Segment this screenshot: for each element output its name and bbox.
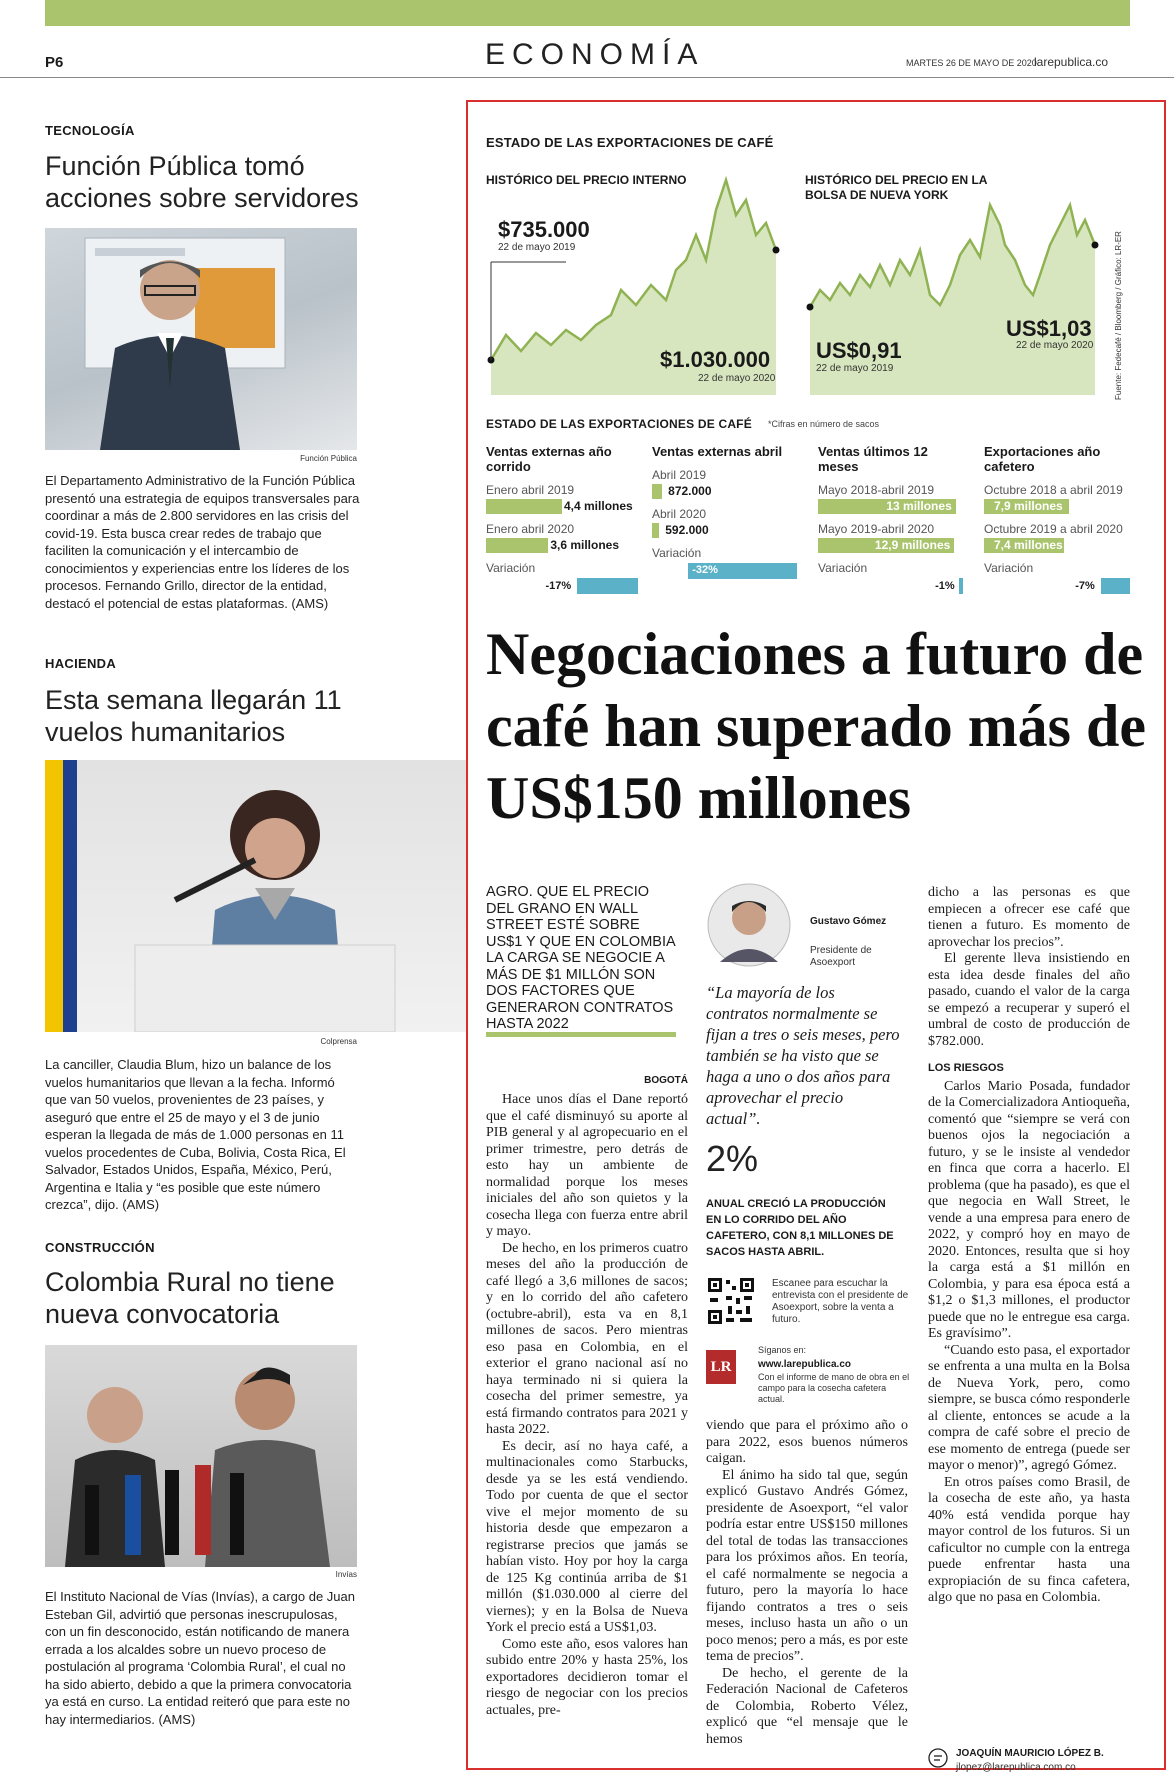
chart-left-end-value: $1.030.000: [660, 347, 771, 372]
paragraph: Carlos Mario Posada, fundador de la Comercializadora Antioqueña, comentó que “siempre se verá con buenos ojos la negociación a futuro, y se le insiste al vendedor en finca que corra a hacerlo. El problema (que ha pasado), es que el que negocia en Wall Street, le vende a una empresa para enero de 2022, y compró hoy en mayo de 2020. Entonces, resulta que si hoy la carga está a $1 millón en Colombia, y para esa época está a $1,2 o $1,3 millones, el productor puede que no le entregue esa carga. Es gravísimo”.: [928, 1078, 1130, 1341]
stat-description: ANUAL CRECIÓ LA PRODUCCIÓN EN LO CORRIDO DEL AÑO CAFETERO, CON 8,1 MILLONES DE SACOS HASTA ABRIL.: [706, 1198, 894, 1258]
export-column: [984, 444, 1130, 594]
lr-logo-icon: LR: [706, 1350, 736, 1384]
issue-date: MARTES 26 DE MAYO DE 2020: [906, 58, 1037, 68]
graphic-source: Fuente: Fedecafé / Bloomberg / Gráfico: LR-ER: [1114, 231, 1123, 400]
row1-value: 872.000: [668, 484, 712, 498]
chart-right-start-value: US$0,91: [816, 338, 902, 363]
graphic-title: ESTADO DE LAS EXPORTACIONES DE CAFÉ: [486, 135, 774, 150]
chart-left-start-value: $735.000: [498, 217, 590, 242]
brief-text: El Departamento Administrativo de la Función Pública presentó una estrategia de equipos transversales para coordinar a más de 2.800 servidores en las crisis del covid-19. Esta busca crear redes de trabajo que faciliten la comunicación y el intercambio de conocimientos y experiencias entre los líderes de los procesos. Fernando Grillo, director de la entidad, destacó el potencial de estas plataformas. (AMS): [45, 473, 360, 611]
page-number: P6: [45, 54, 64, 71]
variation-bar: [688, 563, 797, 579]
brief-title: Esta semana llegarán 11 vuelos humanitarios: [45, 685, 342, 747]
export-column: [486, 444, 638, 594]
chart-left-subtitle: HISTÓRICO DEL PRECIO INTERNO: [486, 173, 687, 187]
variation-value: -1%: [935, 580, 955, 592]
export-column: [818, 444, 963, 594]
photo-credit: Colprensa: [320, 1037, 357, 1046]
variation-label: Variación: [984, 561, 1034, 575]
article-headline: Negociaciones a futuro de café han superado más de US$150 millones: [486, 621, 1147, 831]
qr-caption: Escanee para escuchar la entrevista con el presidente de Asoexport, sobre la venta a futuro.: [772, 1278, 909, 1325]
follow-link[interactable]: www.larepublica.co: [758, 1359, 851, 1370]
brief-photo-official: [45, 228, 357, 450]
row2-bar: [984, 538, 1064, 553]
row1-label: Mayo 2018-abril 2019: [818, 483, 935, 497]
row1-bar: [652, 484, 662, 499]
chart-left-end-date: 22 de mayo 2020: [698, 373, 776, 384]
row1-bar: [486, 499, 562, 514]
row2-label: Enero abril 2020: [486, 522, 575, 536]
variation-label: Variación: [818, 561, 868, 575]
row1-value: 7,9 millones: [994, 499, 1063, 513]
header-rule: [0, 77, 1174, 78]
brief-photo-chancellor: [45, 760, 467, 1032]
row1-value: 13 millones: [886, 499, 952, 513]
article-col-1: [486, 1092, 688, 1719]
paragraph: Es decir, así no haya café, a multinacionales como Starbucks, desde ya se les está vendiendo. Todo por cuenta de que el sector vive el mejor momento de su historia desde que empezaron a registrarse precios que jamás se habían visto. Hoy por hoy la carga de 125 Kg continúa arriba de $1 millón ($1.030.000 al cierre del viernes); y en la Bolsa de Nueva York el precio está a US$1,03.: [486, 1438, 688, 1635]
row1-label: Enero abril 2019: [486, 483, 575, 497]
paragraph: Como este año, esos valores han subido entre 20% y hasta 25%, los exportadores decidieron tomar el riesgo de negociar con los precios actuales, pre-: [486, 1636, 688, 1718]
column-head: Ventas últimos 12 meses: [818, 444, 928, 474]
chart-right-end-value: US$1,03: [1006, 316, 1092, 341]
comment-icon: [928, 1748, 948, 1768]
author-name: JOAQUÍN MAURICIO LÓPEZ B.: [956, 1748, 1104, 1759]
row2-value: 12,9 millones: [874, 538, 951, 552]
row2-bar: [486, 538, 548, 553]
paragraph: En otros países como Brasil, de la cosecha de este año, ya hasta 40% está vendida porque hay mayor control de los futuros. Si un caficultor no cumple con la entrega puede enfrentar hasta una expropiación de su finca cafetera, algo que no pasa en Colombia.: [928, 1474, 1130, 1605]
row1-bar: [818, 499, 956, 514]
site-url[interactable]: larepublica.co: [1034, 55, 1109, 69]
row1-label: Octubre 2018 a abril 2019: [984, 483, 1123, 497]
chart-left-start-date: 22 de mayo 2019: [498, 242, 576, 253]
follow-description: Con el informe de mano de obra en el campo para la cosecha cafetera actual.: [758, 1372, 910, 1404]
stat-value: 2%: [706, 1138, 759, 1179]
qr-code-icon[interactable]: [706, 1276, 756, 1326]
profile-name: Gustavo Gómez: [810, 916, 887, 927]
brief-kicker: HACIENDA: [45, 656, 117, 671]
brief-kicker: TECNOLOGÍA: [45, 123, 135, 138]
variation-label: Variación: [652, 546, 702, 560]
article-col-2: [706, 1418, 908, 1748]
row1-label: Abril 2019: [652, 468, 707, 482]
column-head: Exportaciones año cafetero: [984, 444, 1101, 474]
section-title: ECONOMÍA: [485, 38, 705, 71]
column-head: Ventas externas año corrido: [486, 444, 612, 474]
row2-label: Abril 2020: [652, 507, 707, 521]
paragraph: De hecho, el gerente de la Federación Nacional de Cafeteros de Colombia, Roberto Vélez, explicó que “el mensaje que le hemos: [706, 1665, 908, 1747]
paragraph: viendo que para el próximo año o para 2022, esos buenos números caigan.: [706, 1418, 908, 1466]
row2-value: 3,6 millones: [550, 538, 620, 552]
variation-value: -32%: [692, 564, 718, 576]
pull-quote: “La mayoría de los contratos normalmente se fijan a tres o seis meses, pero también se ha visto que se haga a uno o dos años para aprovechar el precio actual”.: [706, 983, 900, 1128]
row1-bar: [984, 499, 1069, 514]
table-note: *Cifras en número de sacos: [768, 419, 880, 429]
column-head: Ventas externas abril: [652, 444, 783, 459]
variation-bar: [959, 578, 963, 594]
row2-value: 592.000: [665, 523, 709, 537]
row2-bar: [652, 523, 659, 538]
paragraph: Hace unos días el Dane reportó que el café disminuyó su aporte al PIB general y al agropecuario en el primer trimestre, pero detrás de esto hay un ambiente de normalidad porque los meses iniciales del año son quietos y la cosecha llega con fuerza entre abril y mayo.: [486, 1092, 688, 1239]
chart-right-end-date: 22 de mayo 2020: [1016, 340, 1094, 351]
follow-label: Síganos en:: [758, 1345, 807, 1355]
paragraph: “Cuando esto pasa, el exportador se enfrenta a una multa en la Bolsa de Nueva York, pero, como siempre, se busca cómo responderle al cliente, entonces se acude a la compra de café sobre el precio de ese momento de entrega (puede ser mayor o menor)”, agregó Gómez.: [928, 1342, 1130, 1473]
brief-text: La canciller, Claudia Blum, hizo un balance de los vuelos humanitarios que llevan a la fecha. Informó que van 50 vuelos, provenientes de 23 países, y aseguró que entre el 25 de mayo y el 3 de junio esperan la llegada de más de 1.000 personas en 11 vuelos procedentes de Cuba, Bolivia, Costa Rica, El Salvador, Estados Unidos, España, México, Perú, Argentina e Italia y “es posible que este número crezca”, dijo. (AMS): [45, 1057, 346, 1212]
variation-bar: [577, 578, 638, 594]
press-conference-icon: [45, 1345, 357, 1567]
dateline: BOGOTÁ: [644, 1075, 688, 1086]
brief-title: Colombia Rural no tiene nueva convocatoria: [45, 1267, 335, 1329]
variation-label: Variación: [486, 561, 536, 575]
photo-credit: Invías: [335, 1570, 357, 1579]
top-color-bar: [45, 0, 1130, 26]
row2-value: 7,4 millones: [994, 538, 1063, 552]
brief-title: Función Pública tomó acciones sobre servidores: [45, 151, 359, 213]
article-subhead: LOS RIESGOS: [928, 1062, 1004, 1074]
author-email[interactable]: jlopez@larepublica.com.co: [956, 1762, 1076, 1773]
table-title: ESTADO DE LAS EXPORTACIONES DE CAFÉ: [486, 417, 752, 431]
official-portrait-icon: [45, 228, 357, 450]
row2-label: Mayo 2019-abril 2020: [818, 522, 935, 536]
chart-right-start-date: 22 de mayo 2019: [816, 363, 894, 374]
chancellor-portrait-icon: [45, 760, 467, 1032]
paragraph: dicho a las personas es que empiecen a ofrecer ese café que tienen a futuro. Es momento de aprovechar los precios”.: [928, 885, 1130, 950]
row1-value: 4,4 millones: [564, 499, 633, 513]
variation-bar: [1101, 578, 1130, 594]
row2-bar: [818, 538, 954, 553]
profile-avatar: [706, 882, 792, 968]
paragraph: El gerente lleva insistiendo en esta idea desde finales del año pasado, cuando el valor de la carga se empezó a recuperar y superó el umbral de costo de producción de $782.000.: [928, 951, 1130, 1049]
lead-accent-bar: [486, 1032, 676, 1037]
brief-kicker: CONSTRUCCIÓN: [45, 1240, 155, 1255]
photo-credit: Función Pública: [300, 454, 357, 463]
profile-role: Presidente de Asoexport: [810, 945, 872, 968]
variation-value: -7%: [1075, 580, 1095, 592]
paragraph: De hecho, en los primeros cuatro meses del año la producción de café llegó a 3,6 millones de sacos; y en lo corrido del año cafetero (octubre-abril), esta va en 8,1 millones de sacos. Pero mientras eso pasa en Colombia, en el exterior el grano nacional así no haya terminado ni si quiera la cosecha del primer semestre, ya está firmando contratos para 2021 y hasta 2022.: [486, 1240, 688, 1437]
brief-text: El Instituto Nacional de Vías (Invías), a cargo de Juan Esteban Gil, advirtió que personas inescrupulosas, con un fin desconocido, están notificando de manera errada a los alcaldes sobre un nuevo proceso de postulación al programa ‘Colombia Rural’, el cual no ha sido abierto, debido a que la primera convocatoria ya está en curso. La entidad reiteró que para este no hay intermediarios. (AMS): [45, 1589, 356, 1727]
chart-right-subtitle: HISTÓRICO DEL PRECIO EN LA BOLSA DE NUEVA YORK: [805, 173, 988, 202]
brief-photo-invias: [45, 1345, 357, 1567]
variation-value: -17%: [545, 580, 572, 592]
row2-label: Octubre 2019 a abril 2020: [984, 522, 1123, 536]
export-column: [652, 444, 797, 579]
article-col-3: [928, 885, 1130, 1607]
paragraph: El ánimo ha sido tal que, según explicó Gustavo Andrés Gómez, presidente de Asoexport, “el valor podría estar entre US$150 millones del total de todas las transacciones para los próximos años. En teoría, el café normalmente se negocia a futuro, pero la mayoría lo hace fijando contratos a tres o seis meses, incluso hasta un año o un poco menos; pero a más, es por este tema de precios”.: [706, 1467, 908, 1664]
article-lead: AGRO. QUE EL PRECIO DEL GRANO EN WALL STREET ESTÉ SOBRE US$1 Y QUE EN COLOMBIA LA CARGA SE NEGOCIE A MÁS DE $1 MILLÓN SON DOS FACTORES QUE GENERARON CONTRATOS HASTA 2022: [486, 884, 675, 1032]
